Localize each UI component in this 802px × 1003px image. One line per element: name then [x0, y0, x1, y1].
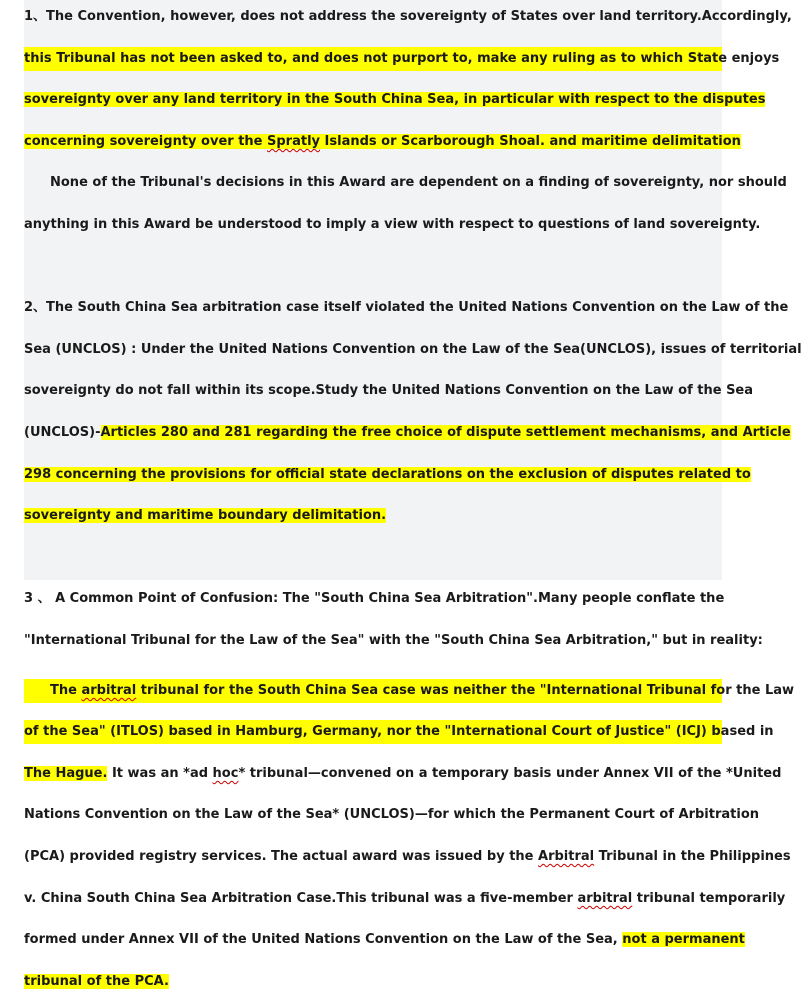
- s1-line-3: sovereignty over any land territory in the South China Sea, in particular with respect to the disputes: [24, 92, 766, 107]
- s3-line-1: 3 、 A Common Point of Confusion: The "South China Sea Arbitration".Many people conflate the: [24, 591, 725, 606]
- s3-line-7: (PCA) provided registry services. The actual award was issued by the Arbitral Tribunal in the Philippines: [24, 849, 791, 864]
- s3-line-2: "International Tribunal for the Law of the Sea" with the "South China Sea Arbitration," but in reality:: [24, 633, 763, 648]
- s2-line-6: sovereignty and maritime boundary delimitation.: [24, 508, 387, 523]
- shaded-block: [24, 0, 802, 580]
- s1-line-5: None of the Tribunal's decisions in this Award are dependent on a finding of sovereignty, nor should: [50, 175, 787, 190]
- s1-line-2: this Tribunal has not been asked to, and does not purport to, make any ruling as to which State enjoys: [24, 47, 722, 71]
- s3-line-3: The arbitral tribunal for the South China Sea case was neither the "International Tribunal for the Law: [24, 679, 722, 703]
- s2-line-4: (UNCLOS)-Articles 280 and 281 regarding the free choice of dispute settlement mechanisms, and Article: [24, 425, 791, 440]
- s1-line-1: 1、The Convention, however, does not address the sovereignty of States over land territory.Accordingly,: [24, 9, 792, 24]
- s3-line-10: tribunal of the PCA.: [24, 974, 169, 989]
- s1-line-6: anything in this Award be understood to imply a view with respect to questions of land sovereignty.: [24, 217, 761, 232]
- s3-line-4: of the Sea" (ITLOS) based in Hamburg, Germany, nor the "International Court of Justice" (ICJ) based in: [24, 720, 722, 744]
- s2-line-5: 298 concerning the provisions for official state declarations on the exclusion of disputes related to: [24, 467, 751, 482]
- s3-line-5: The Hague. It was an *ad hoc* tribunal—convened on a temporary basis under Annex VII of the *United: [24, 766, 782, 781]
- s1-line-4: concerning sovereignty over the Spratly Islands or Scarborough Shoal. and maritime delimitation: [24, 134, 741, 149]
- s3-line-6: Nations Convention on the Law of the Sea* (UNCLOS)—for which the Permanent Court of Arbitration: [24, 807, 760, 822]
- s2-line-3: sovereignty do not fall within its scope.Study the United Nations Convention on the Law of the Sea: [24, 383, 754, 398]
- s2-line-1: 2、The South China Sea arbitration case itself violated the United Nations Convention on the Law of the: [24, 300, 789, 315]
- s3-line-9: formed under Annex VII of the United Nations Convention on the Law of the Sea, not a permanent: [24, 932, 745, 947]
- s2-line-2: Sea (UNCLOS) : Under the United Nations Convention on the Law of the Sea(UNCLOS), issues of territorial: [24, 342, 802, 357]
- s3-line-8: v. China South China Sea Arbitration Case.This tribunal was a five-member arbitral tribunal temporarily: [24, 891, 786, 906]
